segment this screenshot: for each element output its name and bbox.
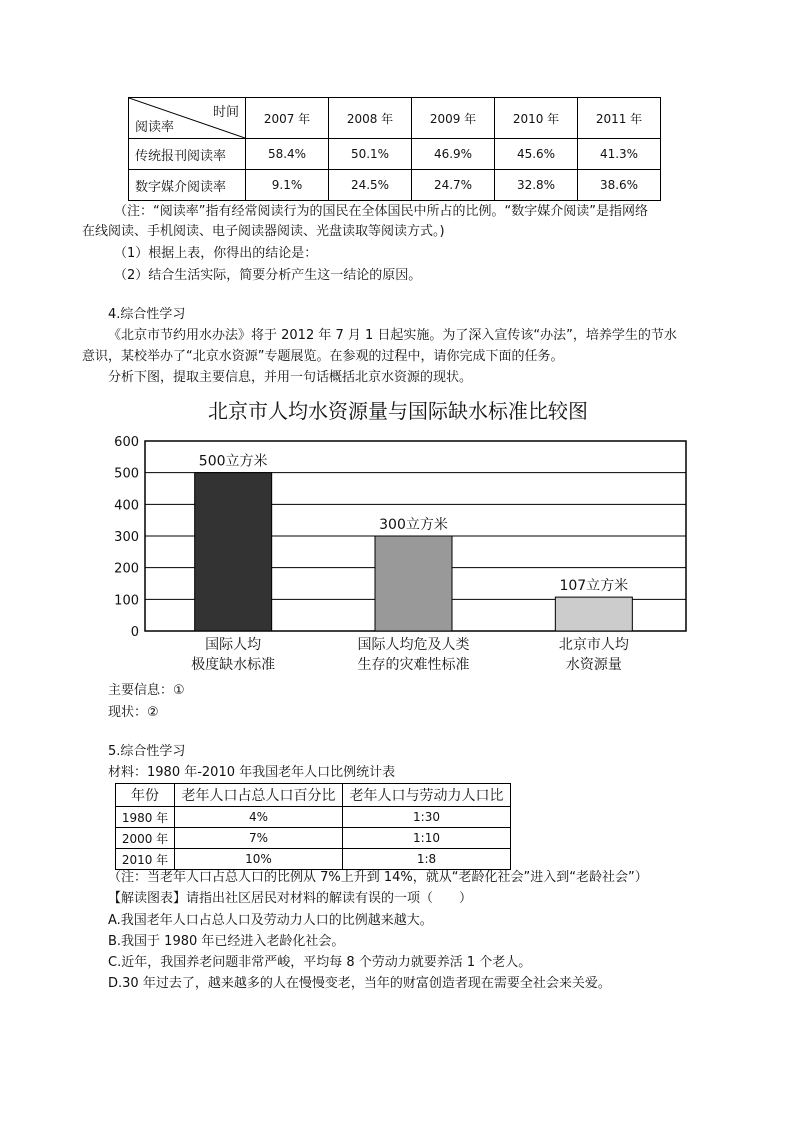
data-label: 300立方米 bbox=[379, 517, 448, 533]
row-label: 传统报刊阅读率 bbox=[129, 139, 246, 170]
category-label: 国际人均 bbox=[205, 637, 262, 653]
table-cell: 1:10 bbox=[343, 828, 511, 849]
y-tick-label: 300 bbox=[114, 530, 139, 545]
year-header: 2011 年 bbox=[578, 98, 661, 139]
option-d: D.30 年过去了，越来越多的人在慢慢变老，当年的财富创造者现在需要全社会来关爱。 bbox=[108, 976, 611, 991]
section-5-material: 材料：1980 年-2010 年我国老年人口比例统计表 bbox=[108, 765, 396, 780]
header-rate-label: 阅读率 bbox=[135, 120, 175, 135]
option-a: A.我国老年人口占总人口及劳动力人口的比例越来越大。 bbox=[108, 913, 433, 928]
question-1: （1）根据上表，你得出的结论是： bbox=[114, 246, 318, 261]
table-cell: 41.3% bbox=[578, 139, 661, 170]
year-header: 2008 年 bbox=[329, 98, 412, 139]
table-header-row bbox=[116, 784, 511, 807]
table-header-diagonal-cell bbox=[129, 98, 246, 139]
year-header: 2007 年 bbox=[246, 98, 329, 139]
y-tick-label: 400 bbox=[114, 498, 139, 514]
table-row bbox=[116, 828, 511, 849]
table-cell: 24.5% bbox=[329, 170, 412, 201]
section-4-title: 4.综合性学习 bbox=[108, 307, 186, 322]
table-cell: 1:8 bbox=[343, 849, 511, 870]
section-5-question: 【解读图表】请指出社区居民对材料的解读有误的一项（ ） bbox=[108, 891, 473, 906]
row-label: 数字媒介阅读率 bbox=[129, 170, 246, 201]
table-cell: 2000 年 bbox=[116, 828, 175, 849]
y-tick-label: 600 bbox=[114, 435, 139, 450]
option-b: B.我国于 1980 年已经进入老龄化社会。 bbox=[108, 934, 345, 949]
year-header: 2010 年 bbox=[495, 98, 578, 139]
table-row bbox=[129, 170, 661, 201]
section-5-title: 5.综合性学习 bbox=[108, 744, 186, 759]
chart-title: 北京市人均水资源量与国际缺水标准比较图 bbox=[208, 399, 588, 423]
section-4-para-1: 《北京市节约用水办法》将于 2012 年 7 月 1 日起实施。为了深入宣传该“办法”，培养学生的节水 bbox=[108, 328, 677, 343]
table-row bbox=[116, 849, 511, 870]
category-label: 国际人均危及人类 bbox=[357, 637, 470, 653]
section-4-instruction: 分析下图，提取主要信息，并用一句话概括北京水资源的现状。 bbox=[108, 370, 473, 385]
y-tick-label: 500 bbox=[114, 466, 139, 482]
table-cell: 7% bbox=[175, 828, 343, 849]
bar bbox=[555, 597, 632, 631]
category-label: 生存的灾难性标准 bbox=[357, 657, 470, 673]
reading-rate-table bbox=[128, 97, 661, 201]
table-cell: 58.4% bbox=[246, 139, 329, 170]
category-label: 水资源量 bbox=[565, 657, 622, 673]
table-cell: 32.8% bbox=[495, 170, 578, 201]
bar bbox=[195, 473, 272, 631]
table-row bbox=[116, 807, 511, 828]
table-cell: 1980 年 bbox=[116, 807, 175, 828]
table-cell: 9.1% bbox=[246, 170, 329, 201]
category-label: 北京市人均 bbox=[558, 637, 629, 653]
main-info-label: 主要信息：① bbox=[108, 683, 185, 698]
table-cell: 1:30 bbox=[343, 807, 511, 828]
section-5-note: （注：当老年人口占总人口的比例从 7%上升到 14%，就从“老龄化社会”进入到“老龄社会”） bbox=[108, 870, 648, 885]
table-cell: 4% bbox=[175, 807, 343, 828]
option-c: C.近年，我国养老问题非常严峻，平均每 8 个劳动力就要养活 1 个老人。 bbox=[108, 955, 532, 970]
y-tick-label: 0 bbox=[130, 625, 139, 640]
column-header: 老年人口占总人口百分比 bbox=[175, 784, 343, 807]
table-cell: 46.9% bbox=[412, 139, 495, 170]
table-cell: 10% bbox=[175, 849, 343, 870]
table-cell: 2010 年 bbox=[116, 849, 175, 870]
bar bbox=[375, 536, 452, 631]
data-label: 500立方米 bbox=[198, 453, 268, 470]
table-row bbox=[129, 139, 661, 170]
table-cell: 50.1% bbox=[329, 139, 412, 170]
note-line-2: 在线阅读、手机阅读、电子阅读器阅读、光盘读取等阅读方式。) bbox=[82, 224, 445, 239]
section-4-para-2: 意识，某校举办了“北京水资源”专题展览。在参观的过程中，请你完成下面的任务。 bbox=[82, 349, 564, 364]
header-time-label: 时间 bbox=[212, 105, 239, 120]
y-tick-label: 200 bbox=[114, 561, 139, 577]
year-header: 2009 年 bbox=[412, 98, 495, 139]
category-label: 极度缺水标准 bbox=[191, 657, 276, 673]
table-cell: 38.6% bbox=[578, 170, 661, 201]
column-header: 老年人口与劳动力人口比 bbox=[343, 784, 511, 807]
table-cell: 45.6% bbox=[495, 139, 578, 170]
column-header: 年份 bbox=[116, 784, 175, 807]
status-label: 现状：② bbox=[108, 705, 159, 720]
y-tick-label: 100 bbox=[114, 593, 139, 609]
note-line-1: （注：“阅读率”指有经常阅读行为的国民在全体国民中所占的比例。“数字媒介阅读”是指网络 bbox=[114, 204, 648, 219]
table-cell: 24.7% bbox=[412, 170, 495, 201]
elderly-population-table bbox=[115, 783, 511, 870]
water-resource-chart bbox=[100, 392, 700, 674]
data-label: 107立方米 bbox=[559, 578, 629, 595]
question-2: （2）结合生活实际，简要分析产生这一结论的原因。 bbox=[114, 268, 422, 283]
